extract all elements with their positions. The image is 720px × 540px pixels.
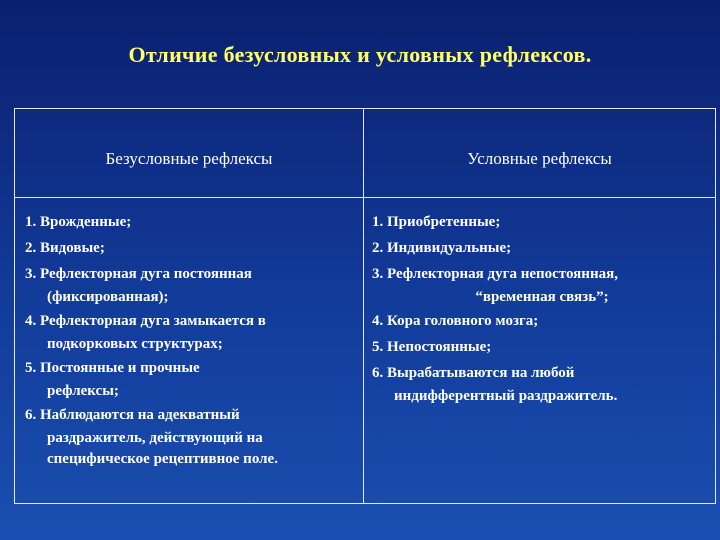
list-item-text: 4. Кора головного мозга;	[372, 313, 539, 329]
list-item-text: 2. Видовые;	[25, 240, 105, 256]
list-item-text: 3. Рефлекторная дуга непостоянная,	[372, 266, 618, 282]
list-item-text: 3. Рефлекторная дуга постоянная	[25, 266, 252, 282]
slide-title: Отличие безусловных и условных рефлексов.	[128, 42, 592, 67]
unconditioned-list	[25, 209, 361, 470]
list-item-text: 1. Врожденные;	[25, 214, 132, 230]
list-item	[25, 402, 361, 470]
list-item-continuation: (фиксированная);	[47, 289, 169, 305]
list-item	[372, 209, 712, 235]
conditioned-header: Условные рефлексы	[467, 149, 612, 168]
unconditioned-header: Безусловные рефлексы	[105, 149, 273, 168]
list-item-text: 6. Наблюдаются на адекватный	[25, 407, 240, 423]
list-item-text: 5. Постоянные и прочные	[25, 360, 200, 376]
list-item-text: 5. Непостоянные;	[372, 339, 492, 355]
conditioned-list	[372, 209, 712, 407]
list-item-continuation: подкорковых структурах;	[47, 336, 223, 352]
list-item	[372, 235, 712, 261]
list-item-continuation: индифферентный раздражитель.	[394, 388, 618, 404]
list-item-continuation: раздражитель, действующий на специфическое рецептивное поле.	[47, 430, 278, 467]
list-item	[372, 334, 712, 360]
list-item	[372, 261, 712, 308]
comparison-table	[14, 108, 716, 504]
list-item-continuation: “временная связь”;	[475, 289, 609, 305]
list-item-text: 1. Приобретенные;	[372, 214, 501, 230]
list-item	[25, 235, 361, 261]
list-item	[372, 360, 712, 407]
list-item	[372, 308, 712, 334]
list-item-text: 4. Рефлекторная дуга замыкается в	[25, 313, 266, 329]
table-divider-horizontal	[15, 197, 715, 198]
list-item	[25, 308, 361, 355]
list-item-text: 2. Индивидуальные;	[372, 240, 512, 256]
list-item	[25, 355, 361, 402]
list-item-continuation: рефлексы;	[47, 383, 119, 399]
list-item	[25, 261, 361, 308]
list-item	[25, 209, 361, 235]
list-item-text: 6. Вырабатываются на любой	[372, 365, 575, 381]
